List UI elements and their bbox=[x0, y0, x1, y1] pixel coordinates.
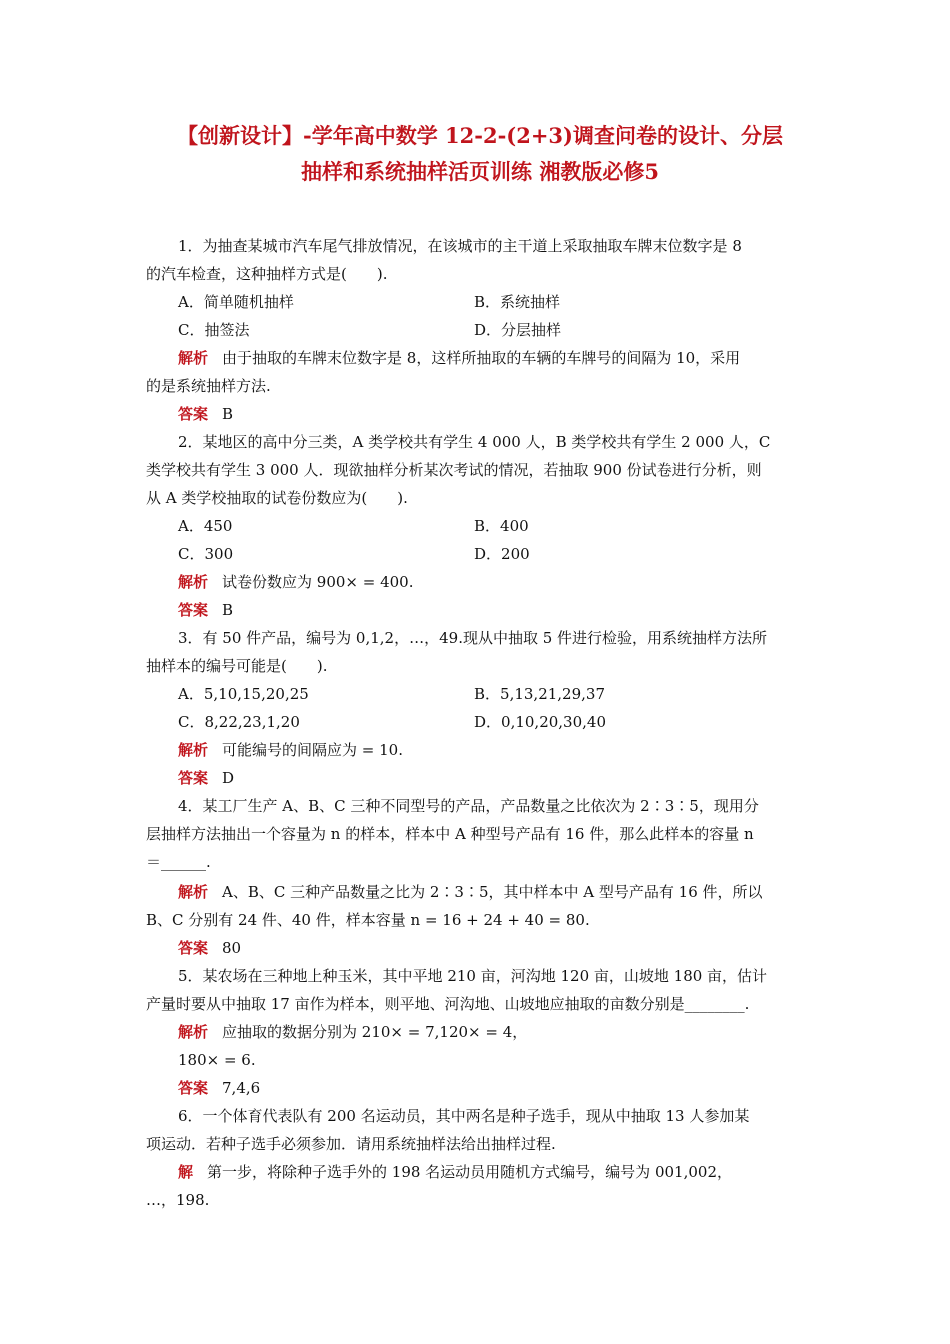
q5-analysis bbox=[146, 1018, 808, 1046]
q1-option-a: A．简单随机抽样 bbox=[178, 293, 294, 311]
title-line-2: 抽样和系统抽样活页训练 湘教版必修5 bbox=[301, 159, 659, 184]
answer-label: 答案 bbox=[178, 405, 209, 423]
q5-answer bbox=[146, 1074, 808, 1102]
q5-answer-value: 7,4,6 bbox=[222, 1079, 261, 1097]
q3-answer bbox=[146, 764, 808, 792]
q4-stem-1: 4．某工厂生产 A、B、C 三种不同型号的产品，产品数量之比依次为 2∶3∶5，现用分 bbox=[178, 797, 759, 815]
q2-option-a: A．450 bbox=[178, 517, 233, 535]
q6-stem-2: 项运动．若种子选手必须参加．请用系统抽样法给出抽样过程. bbox=[146, 1135, 556, 1153]
q2-option-c: C．300 bbox=[178, 545, 234, 563]
q1-stem-1: 1．为抽查某城市汽车尾气排放情况，在该城市的主干道上采取抽取车牌末位数字是 8 bbox=[178, 237, 742, 255]
q3-analysis-text: 可能编号的间隔应为 = 10. bbox=[222, 741, 403, 759]
q4-answer-value: 80 bbox=[222, 939, 242, 957]
q5-analysis-text-1: 应抽取的数据分别为 210× = 7,120× = 4， bbox=[222, 1023, 528, 1041]
title-line-1: 【创新设计】-学年高中数学 12-2-(2+3)调查问卷的设计、分层 bbox=[177, 123, 783, 148]
q5-stem-1: 5．某农场在三种地上种玉米，其中平地 210 亩，河沟地 120 亩，山坡地 180 亩，估计 bbox=[178, 967, 768, 985]
q1-stem-2: 的汽车检查，这种抽样方式是( ). bbox=[146, 265, 388, 283]
q4-answer bbox=[146, 934, 808, 962]
q4-analysis-text-1: A、B、C 三种产品数量之比为 2∶3∶5，其中样本中 A 型号产品有 16 件，所以 bbox=[222, 883, 763, 901]
answer-label: 答案 bbox=[178, 769, 209, 787]
q1-options-row-2 bbox=[146, 316, 808, 344]
document-body bbox=[146, 232, 808, 1214]
q2-analysis bbox=[146, 568, 808, 596]
q2-stem-3: 从 A 类学校抽取的试卷份数应为( ). bbox=[146, 489, 408, 507]
answer-label: 答案 bbox=[178, 1079, 209, 1097]
analysis-label: 解析 bbox=[178, 349, 209, 367]
q3-options-row-1 bbox=[146, 680, 808, 708]
q1-analysis bbox=[146, 344, 808, 372]
solution-label: 解 bbox=[178, 1163, 194, 1181]
q1-answer-value: B bbox=[222, 405, 234, 423]
q2-option-d: D．200 bbox=[474, 545, 530, 563]
analysis-label: 解析 bbox=[178, 883, 209, 901]
q5-stem-2: 产量时要从中抽取 17 亩作为样本，则平地、河沟地、山坡地应抽取的亩数分别是________. bbox=[146, 995, 750, 1013]
analysis-label: 解析 bbox=[178, 1023, 209, 1041]
q4-stem-3: ＝______. bbox=[146, 853, 211, 871]
q1-analysis-text-2: 的是系统抽样方法. bbox=[146, 377, 271, 395]
q2-stem-1: 2．某地区的高中分三类，A 类学校共有学生 4 000 人，B 类学校共有学生 2 000 人，C bbox=[178, 433, 771, 451]
q6-solution bbox=[146, 1158, 808, 1186]
q3-option-d: D．0,10,20,30,40 bbox=[474, 713, 606, 731]
q2-options-row-2 bbox=[146, 540, 808, 568]
answer-label: 答案 bbox=[178, 601, 209, 619]
document-title bbox=[150, 118, 810, 190]
q6-solution-text-2: …，198. bbox=[146, 1191, 210, 1209]
answer-label: 答案 bbox=[178, 939, 209, 957]
q1-analysis-text-1: 由于抽取的车牌末位数字是 8，这样所抽取的车辆的车牌号的间隔为 10，采用 bbox=[222, 349, 741, 367]
q4-stem-2: 层抽样方法抽出一个容量为 n 的样本，样本中 A 种型号产品有 16 件，那么此样本的容量 n bbox=[146, 825, 754, 843]
q3-stem-2: 抽样本的编号可能是( ). bbox=[146, 657, 328, 675]
q1-options-row-1 bbox=[146, 288, 808, 316]
q2-option-b: B．400 bbox=[474, 517, 529, 535]
q3-option-c: C．8,22,23,1,20 bbox=[178, 713, 300, 731]
q2-answer-value: B bbox=[222, 601, 234, 619]
q2-options-row-1 bbox=[146, 512, 808, 540]
q6-stem-1: 6．一个体育代表队有 200 名运动员，其中两名是种子选手，现从中抽取 13 人参加某 bbox=[178, 1107, 750, 1125]
q4-analysis bbox=[146, 878, 808, 906]
q2-analysis-text: 试卷份数应为 900× = 400. bbox=[222, 573, 414, 591]
q3-analysis bbox=[146, 736, 808, 764]
analysis-label: 解析 bbox=[178, 573, 209, 591]
q3-option-b: B．5,13,21,29,37 bbox=[474, 685, 605, 703]
q3-options-row-2 bbox=[146, 708, 808, 736]
q1-option-d: D．分层抽样 bbox=[474, 321, 562, 339]
q1-option-b: B．系统抽样 bbox=[474, 293, 561, 311]
q5-analysis-text-2: 180× = 6. bbox=[178, 1051, 256, 1069]
q1-option-c: C．抽签法 bbox=[178, 321, 250, 339]
q3-answer-value: D bbox=[222, 769, 235, 787]
q3-option-a: A．5,10,15,20,25 bbox=[178, 685, 309, 703]
q2-stem-2: 类学校共有学生 3 000 人．现欲抽样分析某次考试的情况，若抽取 900 份试卷进行分析，则 bbox=[146, 461, 762, 479]
q1-answer bbox=[146, 400, 808, 428]
analysis-label: 解析 bbox=[178, 741, 209, 759]
q4-analysis-text-2: B、C 分别有 24 件、40 件，样本容量 n = 16 + 24 + 40 = 80. bbox=[146, 911, 590, 929]
q3-stem-1: 3．有 50 件产品，编号为 0,1,2，…，49.现从中抽取 5 件进行检验，用系统抽样方法所 bbox=[178, 629, 768, 647]
q6-solution-text-1: 第一步，将除种子选手外的 198 名运动员用随机方式编号，编号为 001,002， bbox=[207, 1163, 732, 1181]
q2-answer bbox=[146, 596, 808, 624]
